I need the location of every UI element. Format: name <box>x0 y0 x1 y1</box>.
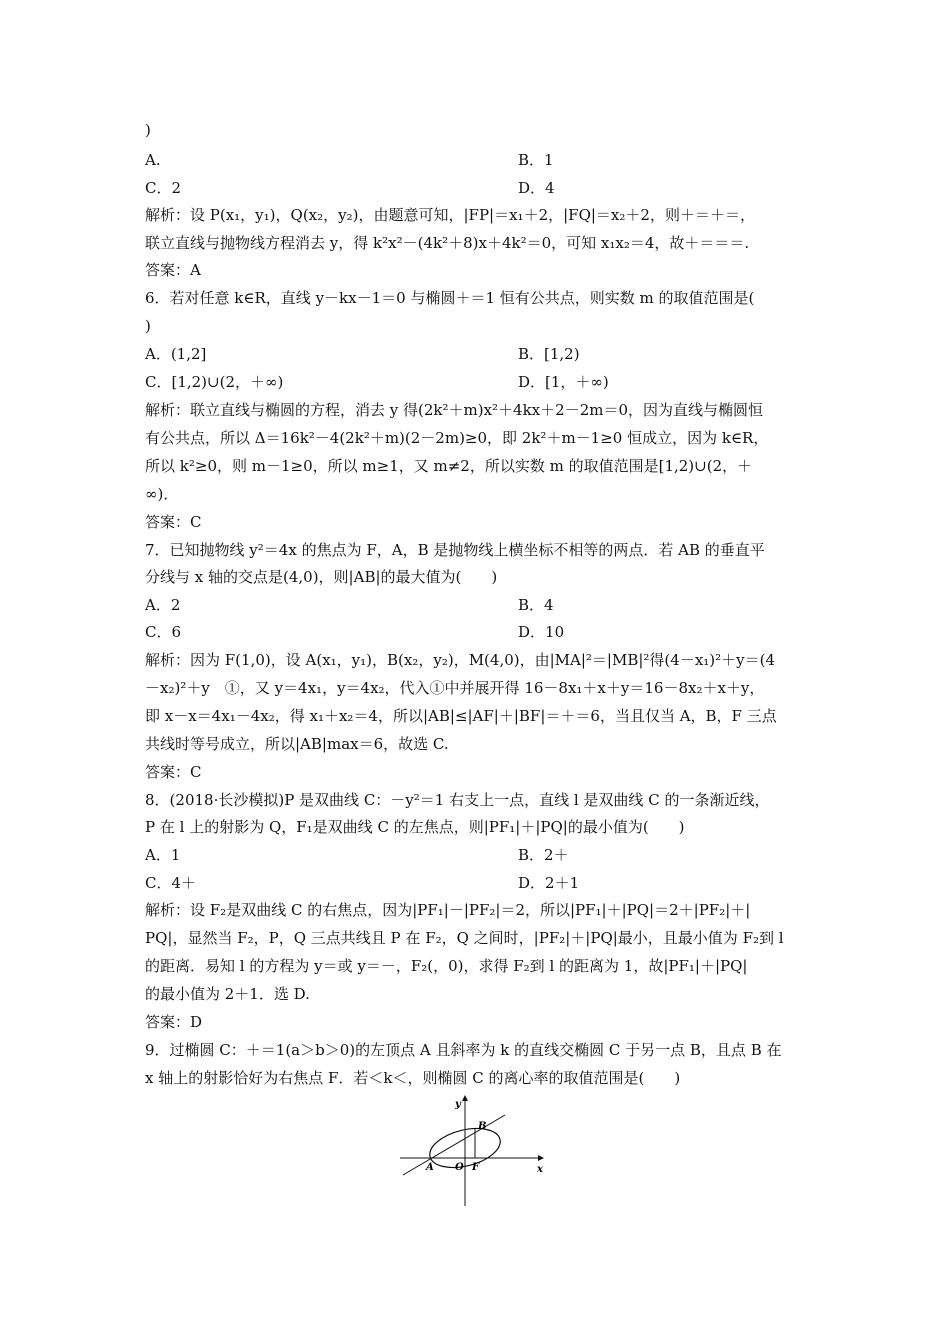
solution-line: PQ|，显然当 F₂，P，Q 三点共线且 P 在 F₂，Q 之间时，|PF₂|＋|PQ|最小，且最小值为 F₂到 l <box>145 929 784 947</box>
option-a: A．1 <box>145 846 181 864</box>
option-b: B．2＋ <box>518 846 569 864</box>
question-9: 9．过椭圆 C：＋＝1(a＞b＞0)的左顶点 A 且斜率为 k 的直线交椭圆 C 于另一点 B，且点 B 在 <box>145 1041 782 1059</box>
option-a: A．(1,2] <box>145 345 207 363</box>
solution-line: 解析：因为 F(1,0)，设 A(x₁，y₁)，B(x₂，y₂)，M(4,0)，由|MA|²＝|MB|²得(4－x₁)²＋y＝(4 <box>145 651 776 669</box>
solution-line: －x₂)²＋y ①，又 y＝4x₁，y＝4x₂，代入①中并展开得 16－8x₁＋x＋y＝16－8x₂＋x＋y， <box>145 679 765 697</box>
question-8: 8．(2018·长沙模拟)P 是双曲线 C：－y²＝1 右支上一点，直线 l 是双曲线 C 的一条渐近线， <box>145 791 770 809</box>
solution-line: 有公共点，所以 Δ＝16k²－4(2k²＋m)(2－2m)≥0，即 2k²＋m－1≥0 恒成立，因为 k∈R， <box>145 429 769 447</box>
option-c: C．[1,2)∪(2，＋∞) <box>145 373 284 391</box>
option-b: B．4 <box>518 596 554 614</box>
option-a: A. <box>145 151 161 169</box>
solution-line: 共线时等号成立，所以|AB|max＝6，故选 C. <box>145 735 449 753</box>
question-7: 7．已知抛物线 y²＝4x 的焦点为 F，A，B 是抛物线上横坐标不相等的两点．若 AB 的垂直平 <box>145 541 765 559</box>
option-c: C．4＋ <box>145 874 197 892</box>
answer-line: 答案：D <box>145 1013 203 1031</box>
option-b: B．1 <box>518 151 554 169</box>
option-c: C．2 <box>145 179 182 197</box>
solution-line: 解析：设 F₂是双曲线 C 的右焦点，因为|PF₁|－|PF₂|＝2，所以|PF₁|＋|PQ|＝2＋|PF₂|＋| <box>145 901 751 919</box>
answer-line: 答案：A <box>145 261 201 279</box>
ellipse-figure <box>395 1093 560 1208</box>
solution-line: 联立直线与抛物线方程消去 y，得 k²x²－(4k²＋8)x＋4k²＝0，可知 x₁x₂＝4，故＋＝＝＝. <box>145 234 750 252</box>
question-line: x 轴上的射影恰好为右焦点 F．若＜k＜，则椭圆 C 的离心率的取值范围是( ) <box>145 1069 681 1087</box>
option-d: D．2＋1 <box>518 874 580 892</box>
text-line: ) <box>145 121 151 139</box>
solution-line: 即 x－x＝4x₁－4x₂，得 x₁＋x₂＝4，所以|AB|≤|AF|＋|BF|＝＋＝6，当且仅当 A，B，F 三点 <box>145 707 777 725</box>
label-a: A <box>426 1162 434 1173</box>
solution-line: ∞)． <box>145 485 179 503</box>
solution-line: 解析：设 P(x₁，y₁)，Q(x₂，y₂)，由题意可知，|FP|＝x₁＋2，|FQ|＝x₂＋2，则＋＝＋＝， <box>145 206 755 224</box>
label-o: O <box>455 1162 464 1173</box>
label-b: B <box>478 1121 487 1132</box>
question-line: P 在 l 上的射影为 Q，F₁是双曲线 C 的左焦点，则|PF₁|＋|PQ|的最小值为( ) <box>145 818 685 836</box>
solution-line: 的距离．易知 l 的方程为 y＝或 y＝－，F₂(，0)，求得 F₂到 l 的距离为 1，故|PF₁|＋|PQ| <box>145 957 748 975</box>
option-d: D．4 <box>518 179 555 197</box>
line-ab <box>403 1115 505 1175</box>
solution-line: 解析：联立直线与椭圆的方程，消去 y 得(2k²＋m)x²＋4kx＋2－2m＝0，因为直线与椭圆恒 <box>145 401 764 419</box>
question-line: ) <box>145 317 151 335</box>
answer-line: 答案：C <box>145 763 202 781</box>
option-c: C．6 <box>145 623 182 641</box>
question-6: 6．若对任意 k∈R，直线 y－kx－1＝0 与椭圆＋＝1 恒有公共点，则实数 m 的取值范围是( <box>145 289 755 307</box>
label-x: x <box>537 1164 543 1175</box>
option-d: D．10 <box>518 623 565 641</box>
solution-line: 所以 k²≥0，则 m－1≥0，所以 m≥1，又 m≠2，所以实数 m 的取值范围是[1,2)∪(2，＋ <box>145 457 753 475</box>
option-b: B．[1,2) <box>518 345 580 363</box>
option-a: A．2 <box>145 596 181 614</box>
question-line: 分线与 x 轴的交点是(4,0)，则|AB|的最大值为( ) <box>145 568 498 586</box>
label-f: F <box>472 1162 480 1173</box>
option-d: D．[1，＋∞) <box>518 373 609 391</box>
answer-line: 答案：C <box>145 513 202 531</box>
solution-line: 的最小值为 2＋1．选 D. <box>145 985 310 1003</box>
label-y: y <box>455 1099 461 1110</box>
